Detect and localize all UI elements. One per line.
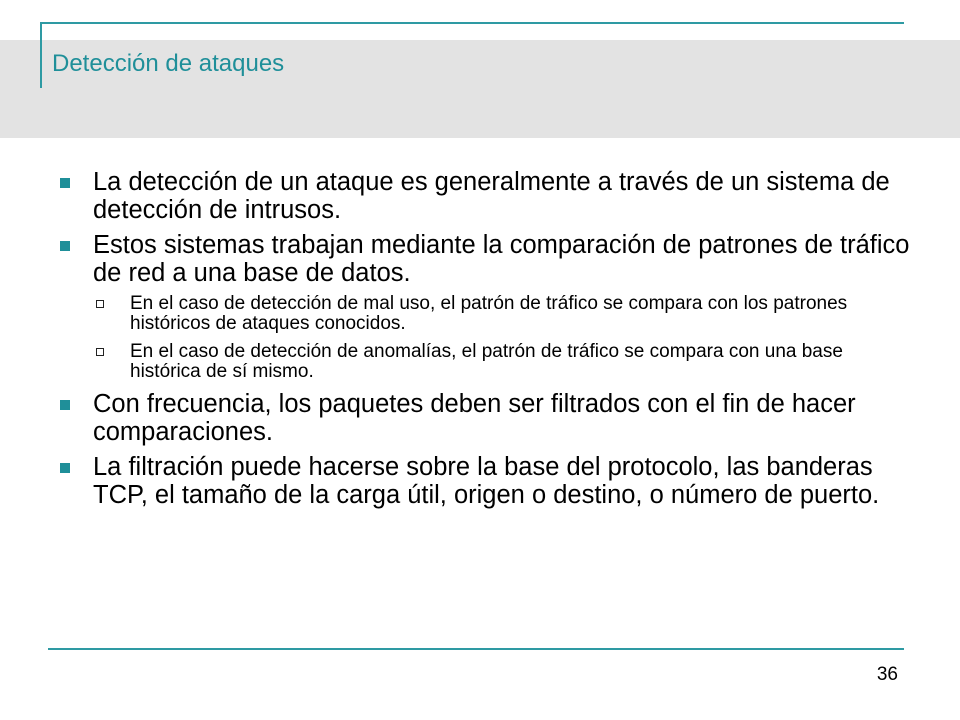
sub-bullet-item — [60, 294, 910, 334]
bullet-item — [60, 168, 910, 224]
hollow-square-bullet-icon — [96, 348, 104, 356]
top-rule — [40, 22, 904, 24]
bullet-item — [60, 453, 910, 509]
square-bullet-icon — [60, 178, 70, 188]
bullet-item — [60, 231, 910, 287]
bullet-text: Estos sistemas trabajan mediante la comparación de patrones de tráfico de red a una base de datos. — [93, 231, 910, 287]
slide-content — [60, 168, 910, 516]
bottom-rule — [48, 648, 904, 650]
bullet-text: La filtración puede hacerse sobre la base del protocolo, las banderas TCP, el tamaño de la carga útil, origen o destino, o número de puerto. — [93, 453, 880, 509]
slide-title: Detección de ataques — [52, 50, 285, 77]
bullet-text: Con frecuencia, los paquetes deben ser filtrados con el fin de hacer comparaciones. — [93, 390, 856, 446]
square-bullet-icon — [60, 463, 70, 473]
square-bullet-icon — [60, 241, 70, 251]
page-number: 36 — [876, 664, 898, 685]
square-bullet-icon — [60, 400, 70, 410]
hollow-square-bullet-icon — [96, 300, 104, 308]
sub-bullet-text: En el caso de detección de mal uso, el patrón de tráfico se compara con los patrones históricos de ataques conocidos. — [130, 293, 848, 334]
left-rule — [40, 22, 42, 88]
sub-bullet-item — [60, 342, 910, 382]
sub-bullet-text: En el caso de detección de anomalías, el patrón de tráfico se compara con una base histórica de sí mismo. — [130, 341, 843, 382]
bullet-text: La detección de un ataque es generalmente a través de un sistema de detección de intrusos. — [93, 168, 890, 224]
bullet-item — [60, 390, 910, 446]
